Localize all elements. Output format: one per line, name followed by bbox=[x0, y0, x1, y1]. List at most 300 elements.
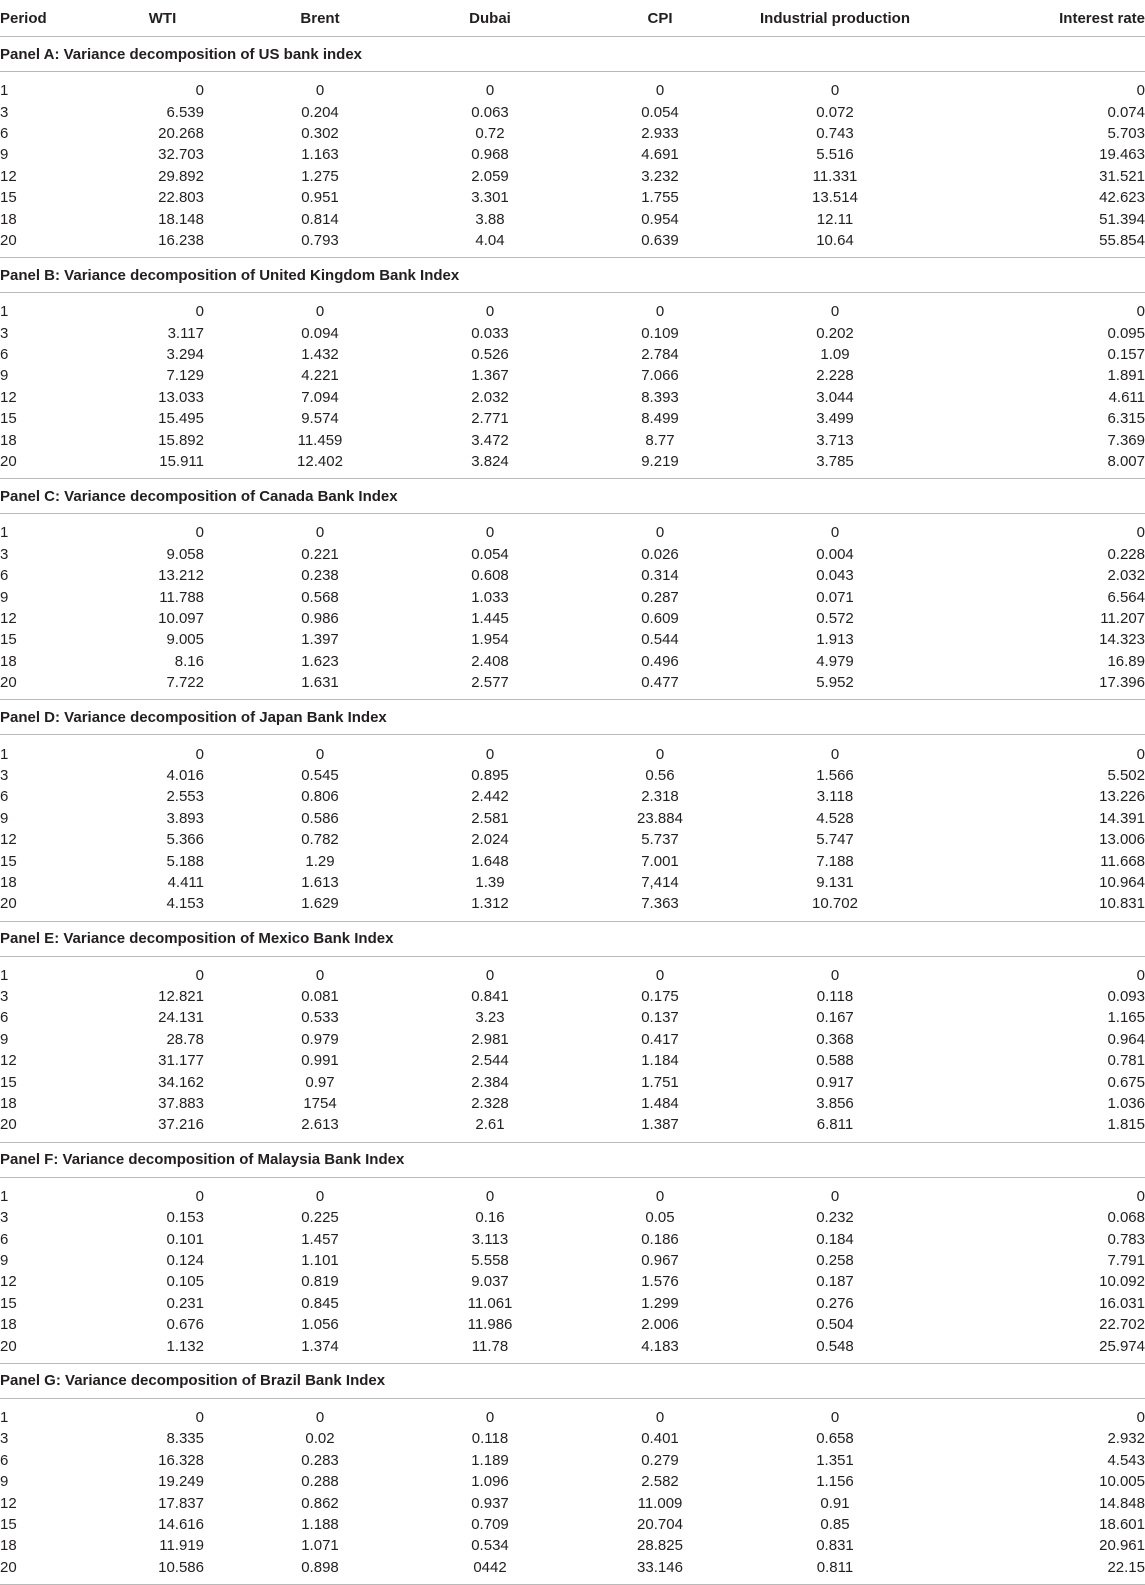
cell-brent: 1.056 bbox=[301, 1316, 339, 1334]
cell-dubai: 11.061 bbox=[467, 1294, 513, 1312]
table-row bbox=[0, 1114, 1145, 1142]
cell-wti: 4.153 bbox=[90, 893, 235, 921]
cell-cpi: 0.477 bbox=[575, 672, 745, 700]
cell-interest-rate: 0.074 bbox=[1107, 103, 1145, 121]
table-row bbox=[0, 187, 1145, 208]
cell-brent: 1.188 bbox=[301, 1515, 339, 1533]
cell-interest-rate: 5.703 bbox=[1107, 124, 1145, 142]
cell-brent: 1.275 bbox=[301, 167, 339, 185]
table-row bbox=[0, 544, 1145, 565]
table-row bbox=[0, 1428, 1145, 1449]
cell-dubai: 2.328 bbox=[471, 1095, 509, 1113]
cell-period: 3 bbox=[0, 545, 9, 563]
cell-period: 18 bbox=[0, 431, 17, 449]
cell-interest-rate: 22.702 bbox=[1099, 1316, 1145, 1334]
cell-dubai: 0 bbox=[485, 1187, 495, 1205]
cell-period: 15 bbox=[0, 852, 17, 870]
cell-wti: 12.821 bbox=[158, 988, 204, 1006]
cell-period: 12 bbox=[0, 167, 17, 185]
cell-industrial-production: 1.156 bbox=[816, 1473, 854, 1491]
cell-dubai: 0 bbox=[485, 303, 495, 321]
cell-wti: 28.78 bbox=[166, 1030, 204, 1048]
cell-period: 9 bbox=[0, 367, 9, 385]
cell-period: 3 bbox=[0, 766, 9, 784]
cell-dubai: 3.824 bbox=[405, 451, 575, 479]
table-row bbox=[0, 365, 1145, 386]
cell-industrial-production: 0.004 bbox=[816, 545, 854, 563]
cell-industrial-production: 0.85 bbox=[820, 1515, 850, 1533]
cell-brent: 1.432 bbox=[301, 346, 339, 364]
cell-wti: 29.892 bbox=[158, 167, 204, 185]
cell-period: 18 bbox=[0, 1537, 17, 1555]
cell-dubai: 0.054 bbox=[471, 545, 509, 563]
cell-interest-rate: 0.095 bbox=[1107, 324, 1145, 342]
cell-brent: 0.094 bbox=[301, 324, 339, 342]
cell-brent: 0.204 bbox=[301, 103, 339, 121]
cell-industrial-production: 2.228 bbox=[816, 367, 854, 385]
cell-wti: 0 bbox=[195, 1187, 204, 1205]
cell-dubai: 0 bbox=[485, 82, 495, 100]
cell-wti: 10.586 bbox=[90, 1556, 235, 1584]
cell-brent: 1.613 bbox=[301, 873, 339, 891]
cell-brent: 0.986 bbox=[301, 610, 339, 627]
cell-interest-rate: 0.228 bbox=[1107, 545, 1145, 563]
panel-heading-row bbox=[0, 479, 1145, 514]
cell-brent: 0 bbox=[315, 745, 325, 763]
cell-period: 3 bbox=[0, 324, 9, 342]
cell-period: 20 bbox=[0, 893, 90, 921]
cell-period: 20 bbox=[0, 230, 90, 258]
column-header-wti: WTI bbox=[90, 0, 235, 37]
table-row bbox=[0, 101, 1145, 122]
cell-wti: 5.366 bbox=[166, 831, 204, 849]
cell-industrial-production: 0.232 bbox=[816, 1209, 854, 1227]
cell-industrial-production: 6.811 bbox=[745, 1114, 925, 1142]
cell-cpi: 0.175 bbox=[641, 988, 679, 1006]
cell-industrial-production: 1.351 bbox=[816, 1451, 854, 1469]
cell-cpi: 0.954 bbox=[641, 210, 679, 228]
table-row bbox=[0, 1228, 1145, 1249]
cell-wti: 10.097 bbox=[158, 610, 204, 627]
cell-interest-rate: 10.831 bbox=[925, 893, 1145, 921]
table-row bbox=[0, 72, 1145, 102]
column-header-dubai: Dubai bbox=[405, 0, 575, 37]
table-row bbox=[0, 651, 1145, 672]
cell-brent: 1.29 bbox=[305, 852, 335, 870]
cell-cpi: 0.639 bbox=[575, 230, 745, 258]
cell-brent: 1.163 bbox=[301, 146, 339, 164]
table-row bbox=[0, 1071, 1145, 1092]
table-row bbox=[0, 166, 1145, 187]
cell-dubai: 2.981 bbox=[471, 1030, 509, 1048]
cell-wti: 17.837 bbox=[158, 1494, 204, 1512]
cell-dubai: 2.771 bbox=[471, 410, 509, 428]
cell-period: 6 bbox=[0, 567, 9, 585]
cell-industrial-production: 5.747 bbox=[816, 831, 854, 849]
cell-period: 1 bbox=[0, 82, 9, 100]
cell-wti: 1.132 bbox=[90, 1335, 235, 1363]
cell-brent: 0.533 bbox=[301, 1009, 339, 1027]
cell-wti: 15.911 bbox=[90, 451, 235, 479]
cell-cpi: 0 bbox=[655, 1408, 665, 1426]
cell-dubai: 3.113 bbox=[471, 1230, 509, 1248]
cell-cpi: 3.232 bbox=[641, 167, 679, 185]
table-row bbox=[0, 408, 1145, 429]
cell-cpi: 2.933 bbox=[641, 124, 679, 142]
panel-title: Panel C: Variance decomposition of Canada Bank Index bbox=[0, 479, 1145, 514]
cell-industrial-production: 0.276 bbox=[816, 1294, 854, 1312]
cell-period: 18 bbox=[0, 1095, 17, 1113]
cell-dubai: 0.16 bbox=[475, 1209, 505, 1227]
cell-interest-rate: 6.315 bbox=[1107, 410, 1145, 428]
cell-dubai: 1.096 bbox=[471, 1473, 509, 1491]
cell-brent: 4.221 bbox=[301, 367, 339, 385]
cell-industrial-production: 0.658 bbox=[816, 1430, 854, 1448]
cell-brent: 0.081 bbox=[301, 988, 339, 1006]
cell-wti: 9.005 bbox=[166, 631, 204, 649]
cell-brent: 0.283 bbox=[301, 1451, 339, 1469]
cell-dubai: 2.61 bbox=[405, 1114, 575, 1142]
cell-industrial-production: 0 bbox=[830, 745, 840, 763]
table-row bbox=[0, 208, 1145, 229]
cell-wti: 3.893 bbox=[166, 809, 204, 827]
column-header-interest-rate: Interest rate bbox=[925, 0, 1145, 37]
cell-cpi: 1.751 bbox=[641, 1073, 679, 1091]
cell-interest-rate: 0.675 bbox=[1107, 1073, 1145, 1091]
cell-interest-rate: 11.207 bbox=[1100, 610, 1145, 627]
cell-interest-rate: 7.369 bbox=[1107, 431, 1145, 449]
cell-wti: 0.101 bbox=[166, 1230, 204, 1248]
cell-cpi: 1.755 bbox=[641, 189, 679, 207]
cell-cpi: 2.582 bbox=[641, 1473, 679, 1491]
cell-interest-rate: 10.964 bbox=[1099, 873, 1145, 891]
table-row bbox=[0, 850, 1145, 871]
cell-cpi: 1.299 bbox=[641, 1294, 679, 1312]
cell-cpi: 0.026 bbox=[641, 545, 679, 563]
cell-wti: 0.231 bbox=[166, 1294, 204, 1312]
cell-period: 1 bbox=[0, 303, 9, 321]
cell-dubai: 4.04 bbox=[405, 230, 575, 258]
cell-industrial-production: 3.713 bbox=[816, 431, 854, 449]
cell-brent: 0 bbox=[315, 1187, 325, 1205]
cell-period: 12 bbox=[0, 1273, 17, 1291]
cell-wti: 14.616 bbox=[158, 1515, 204, 1533]
cell-cpi: 5.737 bbox=[641, 831, 679, 849]
cell-cpi: 0.496 bbox=[641, 652, 679, 670]
cell-period: 9 bbox=[0, 1473, 9, 1491]
cell-brent: 1.457 bbox=[301, 1230, 339, 1248]
cell-industrial-production: 0 bbox=[830, 1187, 840, 1205]
cell-industrial-production: 7.188 bbox=[816, 852, 854, 870]
cell-interest-rate: 51.394 bbox=[1099, 210, 1145, 228]
cell-interest-rate: 31.521 bbox=[1099, 167, 1145, 185]
cell-brent: 0.806 bbox=[301, 788, 339, 806]
table-row bbox=[0, 986, 1145, 1007]
cell-cpi: 0.314 bbox=[641, 567, 679, 585]
cell-dubai: 0 bbox=[485, 966, 495, 984]
cell-dubai: 2.544 bbox=[471, 1052, 509, 1070]
cell-period: 18 bbox=[0, 210, 17, 228]
cell-period: 3 bbox=[0, 1209, 9, 1227]
cell-period: 9 bbox=[0, 1030, 9, 1048]
cell-industrial-production: 0.072 bbox=[816, 103, 854, 121]
cell-interest-rate: 2.032 bbox=[1107, 567, 1145, 585]
cell-cpi: 0.287 bbox=[641, 588, 679, 606]
cell-interest-rate: 16.031 bbox=[1099, 1294, 1145, 1312]
cell-brent: 0.568 bbox=[301, 588, 339, 606]
cell-interest-rate: 1.891 bbox=[1107, 367, 1145, 385]
cell-period: 6 bbox=[0, 1451, 9, 1469]
cell-dubai: 3.301 bbox=[471, 189, 509, 207]
cell-dubai: 0.063 bbox=[471, 103, 509, 121]
cell-brent: 0 bbox=[315, 303, 325, 321]
cell-cpi: 1.576 bbox=[641, 1273, 679, 1291]
cell-period: 12 bbox=[0, 610, 17, 627]
table-row bbox=[0, 1293, 1145, 1314]
cell-interest-rate: 0.964 bbox=[1107, 1030, 1145, 1048]
cell-period: 18 bbox=[0, 1316, 17, 1334]
table-row bbox=[0, 608, 1145, 629]
cell-industrial-production: 1.566 bbox=[816, 766, 854, 784]
cell-wti: 4.411 bbox=[167, 873, 204, 891]
cell-industrial-production: 4.979 bbox=[816, 652, 854, 670]
table-row bbox=[0, 1398, 1145, 1428]
cell-cpi: 9.219 bbox=[575, 451, 745, 479]
table-row bbox=[0, 1029, 1145, 1050]
cell-wti: 2.553 bbox=[166, 788, 204, 806]
cell-wti: 34.162 bbox=[158, 1073, 204, 1091]
cell-cpi: 0.967 bbox=[641, 1251, 679, 1269]
table-row bbox=[0, 808, 1145, 829]
cell-period: 15 bbox=[0, 1294, 17, 1312]
cell-industrial-production: 0.202 bbox=[816, 324, 854, 342]
cell-wti: 7.722 bbox=[90, 672, 235, 700]
cell-wti: 5.188 bbox=[166, 852, 204, 870]
cell-cpi: 0 bbox=[655, 524, 665, 542]
cell-brent: 0.02 bbox=[305, 1430, 335, 1448]
cell-wti: 3.294 bbox=[166, 346, 204, 364]
cell-cpi: 23.884 bbox=[637, 809, 683, 827]
cell-industrial-production: 0.588 bbox=[816, 1052, 854, 1070]
cell-brent: 0 bbox=[315, 966, 325, 984]
table-row bbox=[0, 1007, 1145, 1028]
cell-wti: 6.539 bbox=[166, 103, 204, 121]
cell-period: 20 bbox=[0, 1335, 90, 1363]
column-header-period: Period bbox=[0, 0, 90, 37]
table-row bbox=[0, 144, 1145, 165]
cell-dubai: 0.526 bbox=[471, 346, 509, 364]
cell-industrial-production: 0.187 bbox=[816, 1273, 854, 1291]
cell-interest-rate: 4.611 bbox=[1108, 388, 1145, 406]
cell-interest-rate: 14.391 bbox=[1099, 809, 1145, 827]
table-row bbox=[0, 230, 1145, 258]
cell-cpi: 0.054 bbox=[641, 103, 679, 121]
cell-dubai: 0.937 bbox=[471, 1494, 509, 1512]
cell-wti: 0 bbox=[195, 1408, 204, 1426]
cell-period: 18 bbox=[0, 873, 17, 891]
cell-wti: 7.129 bbox=[166, 367, 204, 385]
cell-dubai: 1.648 bbox=[471, 852, 509, 870]
table-body bbox=[0, 37, 1145, 1585]
cell-dubai: 2.024 bbox=[471, 831, 509, 849]
cell-period: 6 bbox=[0, 788, 9, 806]
table-row bbox=[0, 1314, 1145, 1335]
panel-heading-row bbox=[0, 1363, 1145, 1398]
panel-heading-row bbox=[0, 700, 1145, 735]
cell-industrial-production: 1.09 bbox=[820, 346, 850, 364]
table-row bbox=[0, 1492, 1145, 1513]
cell-period: 20 bbox=[0, 451, 90, 479]
table-row bbox=[0, 765, 1145, 786]
cell-dubai: 0.968 bbox=[471, 146, 509, 164]
cell-interest-rate: 5.502 bbox=[1107, 766, 1145, 784]
cell-industrial-production: 3.785 bbox=[745, 451, 925, 479]
cell-wti: 13.033 bbox=[158, 388, 204, 406]
cell-industrial-production: 0.118 bbox=[816, 988, 854, 1006]
cell-dubai: 0.72 bbox=[475, 124, 505, 142]
cell-dubai: 3.23 bbox=[475, 1009, 505, 1027]
cell-period: 15 bbox=[0, 1515, 17, 1533]
cell-cpi: 8.393 bbox=[641, 388, 679, 406]
cell-period: 20 bbox=[0, 1114, 90, 1142]
table-row bbox=[0, 123, 1145, 144]
cell-dubai: 0.033 bbox=[471, 324, 509, 342]
cell-period: 12 bbox=[0, 388, 17, 406]
cell-interest-rate: 20.961 bbox=[1099, 1537, 1145, 1555]
table-row bbox=[0, 451, 1145, 479]
cell-cpi: 0 bbox=[655, 745, 665, 763]
cell-industrial-production: 0 bbox=[830, 1408, 840, 1426]
cell-interest-rate: 17.396 bbox=[925, 672, 1145, 700]
cell-dubai: 0 bbox=[485, 745, 495, 763]
cell-industrial-production: 0.368 bbox=[816, 1030, 854, 1048]
cell-interest-rate: 0.783 bbox=[1107, 1230, 1145, 1248]
cell-industrial-production: 1.913 bbox=[816, 631, 854, 649]
cell-wti: 4.016 bbox=[166, 766, 204, 784]
cell-cpi: 0 bbox=[655, 1187, 665, 1205]
table-row bbox=[0, 1093, 1145, 1114]
cell-brent: 0.782 bbox=[301, 831, 339, 849]
cell-dubai: 0.895 bbox=[471, 766, 509, 784]
panel-heading-row bbox=[0, 921, 1145, 956]
cell-wti: 0 bbox=[195, 82, 204, 100]
cell-interest-rate: 2.932 bbox=[1107, 1430, 1145, 1448]
cell-industrial-production: 9.131 bbox=[816, 873, 854, 891]
cell-wti: 19.249 bbox=[158, 1473, 204, 1491]
cell-industrial-production: 0.184 bbox=[816, 1230, 854, 1248]
table-row bbox=[0, 629, 1145, 650]
cell-interest-rate: 14.323 bbox=[1099, 631, 1145, 649]
cell-brent: 1.631 bbox=[235, 672, 405, 700]
cell-wti: 0 bbox=[195, 745, 204, 763]
table-row bbox=[0, 1471, 1145, 1492]
cell-brent: 0.221 bbox=[301, 545, 339, 563]
cell-period: 3 bbox=[0, 1430, 9, 1448]
cell-cpi: 4.183 bbox=[575, 1335, 745, 1363]
cell-period: 9 bbox=[0, 588, 9, 606]
cell-dubai: 0.841 bbox=[471, 988, 509, 1006]
cell-cpi: 0.279 bbox=[641, 1451, 679, 1469]
cell-wti: 8.335 bbox=[166, 1430, 204, 1448]
cell-industrial-production: 0.071 bbox=[816, 588, 854, 606]
cell-cpi: 0.186 bbox=[641, 1230, 679, 1248]
cell-period: 12 bbox=[0, 1494, 17, 1512]
cell-cpi: 11.009 bbox=[637, 1494, 683, 1512]
cell-period: 6 bbox=[0, 346, 9, 364]
cell-interest-rate: 13.226 bbox=[1099, 788, 1145, 806]
cell-dubai: 9.037 bbox=[471, 1273, 509, 1291]
cell-cpi: 7,414 bbox=[641, 873, 679, 891]
panel-title: Panel B: Variance decomposition of United Kingdom Bank Index bbox=[0, 258, 1145, 293]
table-row bbox=[0, 1450, 1145, 1471]
cell-industrial-production: 13.514 bbox=[812, 189, 858, 207]
table-row bbox=[0, 1514, 1145, 1535]
cell-cpi: 1.184 bbox=[641, 1052, 679, 1070]
cell-dubai: 2.442 bbox=[471, 788, 509, 806]
cell-wti: 0.124 bbox=[166, 1251, 204, 1269]
cell-industrial-production: 0.743 bbox=[816, 124, 854, 142]
cell-interest-rate: 0 bbox=[1136, 303, 1145, 321]
cell-interest-rate: 0.781 bbox=[1107, 1052, 1145, 1070]
cell-dubai: 11.986 bbox=[467, 1316, 513, 1334]
cell-industrial-production: 0.043 bbox=[816, 567, 854, 585]
cell-wti: 22.803 bbox=[158, 189, 204, 207]
cell-brent: 0.898 bbox=[235, 1556, 405, 1584]
cell-brent: 12.402 bbox=[235, 451, 405, 479]
cell-dubai: 0.118 bbox=[471, 1430, 509, 1448]
cell-industrial-production: 3.044 bbox=[816, 388, 854, 406]
cell-wti: 11.788 bbox=[159, 588, 204, 606]
cell-cpi: 2.006 bbox=[641, 1316, 679, 1334]
cell-industrial-production: 11.331 bbox=[812, 167, 858, 185]
table-row bbox=[0, 1050, 1145, 1071]
cell-dubai: 0 bbox=[485, 524, 495, 542]
cell-interest-rate: 10.005 bbox=[1099, 1473, 1145, 1491]
cell-cpi: 7.001 bbox=[641, 852, 679, 870]
cell-dubai: 2.577 bbox=[405, 672, 575, 700]
cell-interest-rate: 1.036 bbox=[1107, 1095, 1145, 1113]
cell-brent: 1754 bbox=[303, 1095, 337, 1113]
table-row bbox=[0, 1271, 1145, 1292]
cell-cpi: 0.137 bbox=[641, 1009, 679, 1027]
cell-cpi: 7.363 bbox=[575, 893, 745, 921]
table-row bbox=[0, 1535, 1145, 1556]
cell-cpi: 28.825 bbox=[637, 1537, 683, 1555]
cell-cpi: 0.544 bbox=[641, 631, 679, 649]
column-header-industrial-production: Industrial production bbox=[745, 0, 925, 37]
table-row bbox=[0, 829, 1145, 850]
cell-interest-rate: 0.157 bbox=[1107, 346, 1145, 364]
cell-industrial-production: 3.118 bbox=[816, 788, 854, 806]
cell-industrial-production: 3.856 bbox=[816, 1095, 854, 1113]
panel-heading-row bbox=[0, 258, 1145, 293]
cell-wti: 0 bbox=[195, 524, 204, 542]
table-row bbox=[0, 956, 1145, 986]
cell-industrial-production: 0.91 bbox=[820, 1494, 850, 1512]
cell-wti: 13.212 bbox=[158, 567, 204, 585]
panel-heading-row bbox=[0, 37, 1145, 72]
cell-period: 6 bbox=[0, 1230, 9, 1248]
cell-interest-rate: 25.974 bbox=[925, 1335, 1145, 1363]
cell-brent: 0.951 bbox=[301, 189, 339, 207]
cell-cpi: 0.417 bbox=[641, 1030, 679, 1048]
cell-industrial-production: 3.499 bbox=[816, 410, 854, 428]
cell-interest-rate: 0 bbox=[1136, 745, 1145, 763]
cell-period: 1 bbox=[0, 524, 9, 542]
cell-brent: 0 bbox=[315, 1408, 325, 1426]
cell-industrial-production: 0.548 bbox=[745, 1335, 925, 1363]
cell-brent: 0.991 bbox=[301, 1052, 339, 1070]
